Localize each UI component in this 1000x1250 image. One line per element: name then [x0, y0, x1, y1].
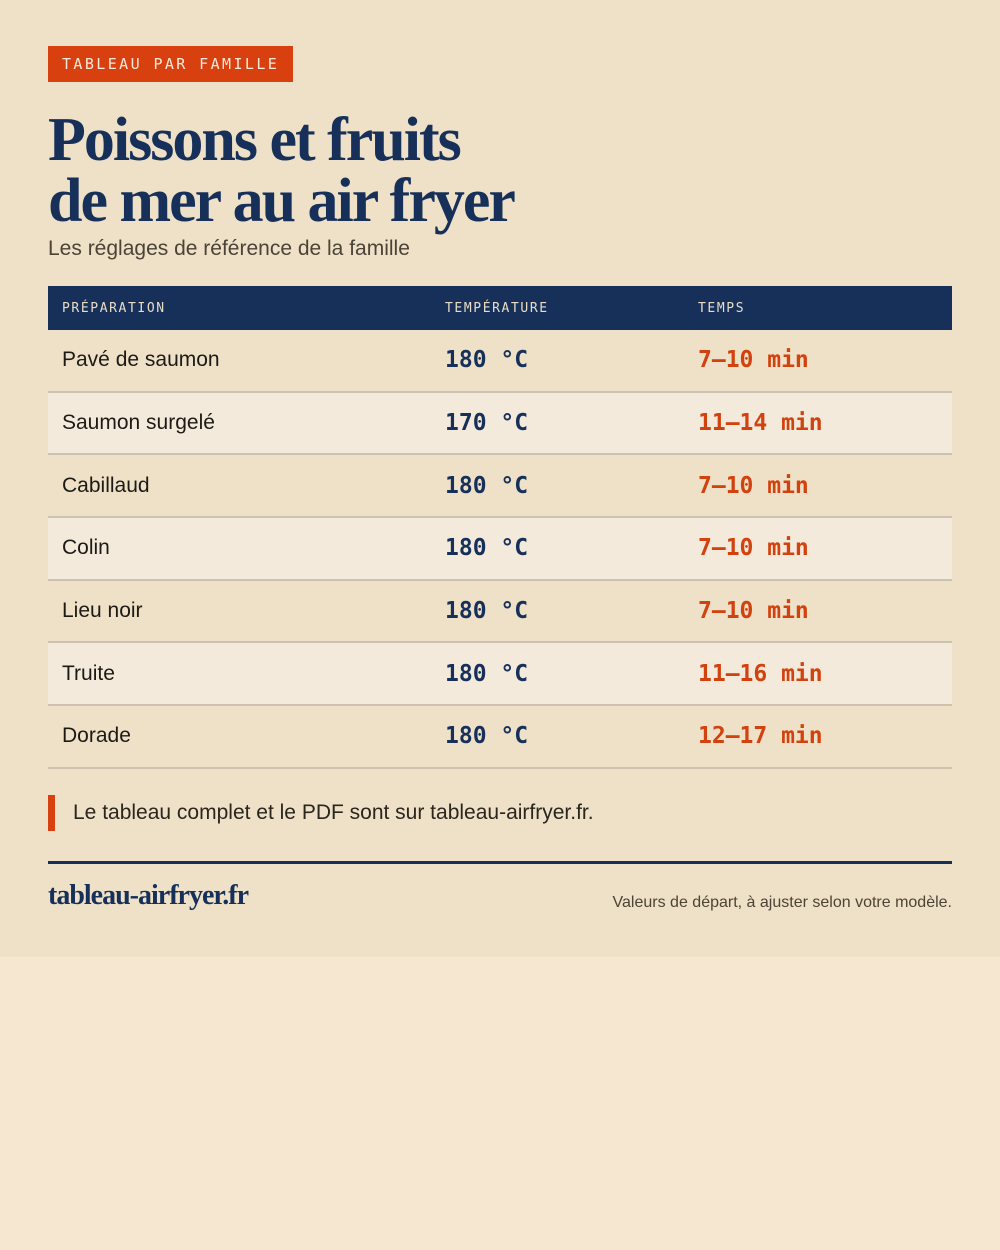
- table-row: [48, 518, 952, 581]
- row-time: 7–10 min: [698, 347, 809, 374]
- title-line-2: de mer au air fryer: [48, 167, 514, 235]
- table-header: [48, 286, 952, 330]
- row-name: Lieu noir: [62, 599, 143, 623]
- brand-logo[interactable]: tableau-airfryer.fr: [48, 879, 248, 911]
- cooking-table: [48, 286, 952, 769]
- table-row: [48, 455, 952, 518]
- page-title: [48, 106, 952, 235]
- note-callout: Le tableau complet et le PDF sont sur tableau-airfryer.fr.: [48, 795, 952, 831]
- row-temperature: 180 °C: [445, 723, 529, 750]
- title-line-1: Poissons et fruits: [48, 106, 460, 174]
- table-row: [48, 706, 952, 769]
- category-tag: TABLEAU PAR FAMILLE: [48, 46, 293, 82]
- row-name: Cabillaud: [62, 473, 150, 497]
- header-temperature: TEMPÉRATURE: [445, 300, 549, 316]
- row-time: 7–10 min: [698, 535, 809, 562]
- subtitle: Les réglages de référence de la famille: [48, 237, 410, 260]
- row-time: 7–10 min: [698, 472, 809, 499]
- row-time: 12–17 min: [698, 723, 823, 750]
- row-temperature: 180 °C: [445, 598, 529, 625]
- table-row: [48, 643, 952, 706]
- table-row: [48, 330, 952, 393]
- row-name: Pavé de saumon: [62, 348, 220, 372]
- row-name: Truite: [62, 661, 115, 685]
- row-time: 7–10 min: [698, 598, 809, 625]
- disclaimer: Valeurs de départ, à ajuster selon votre modèle.: [612, 893, 952, 911]
- row-temperature: 180 °C: [445, 660, 529, 687]
- footer: [48, 861, 952, 912]
- row-temperature: 180 °C: [445, 535, 529, 562]
- header-time: TEMPS: [698, 300, 746, 316]
- row-temperature: 180 °C: [445, 347, 529, 374]
- row-time: 11–16 min: [698, 660, 823, 687]
- row-name: Dorade: [62, 724, 131, 748]
- row-name: Colin: [62, 536, 110, 560]
- header-preparation: PRÉPARATION: [62, 300, 166, 316]
- row-temperature: 170 °C: [445, 410, 529, 437]
- table-row: [48, 393, 952, 456]
- table-row: [48, 581, 952, 644]
- row-time: 11–14 min: [698, 410, 823, 437]
- row-temperature: 180 °C: [445, 472, 529, 499]
- row-name: Saumon surgelé: [62, 411, 215, 435]
